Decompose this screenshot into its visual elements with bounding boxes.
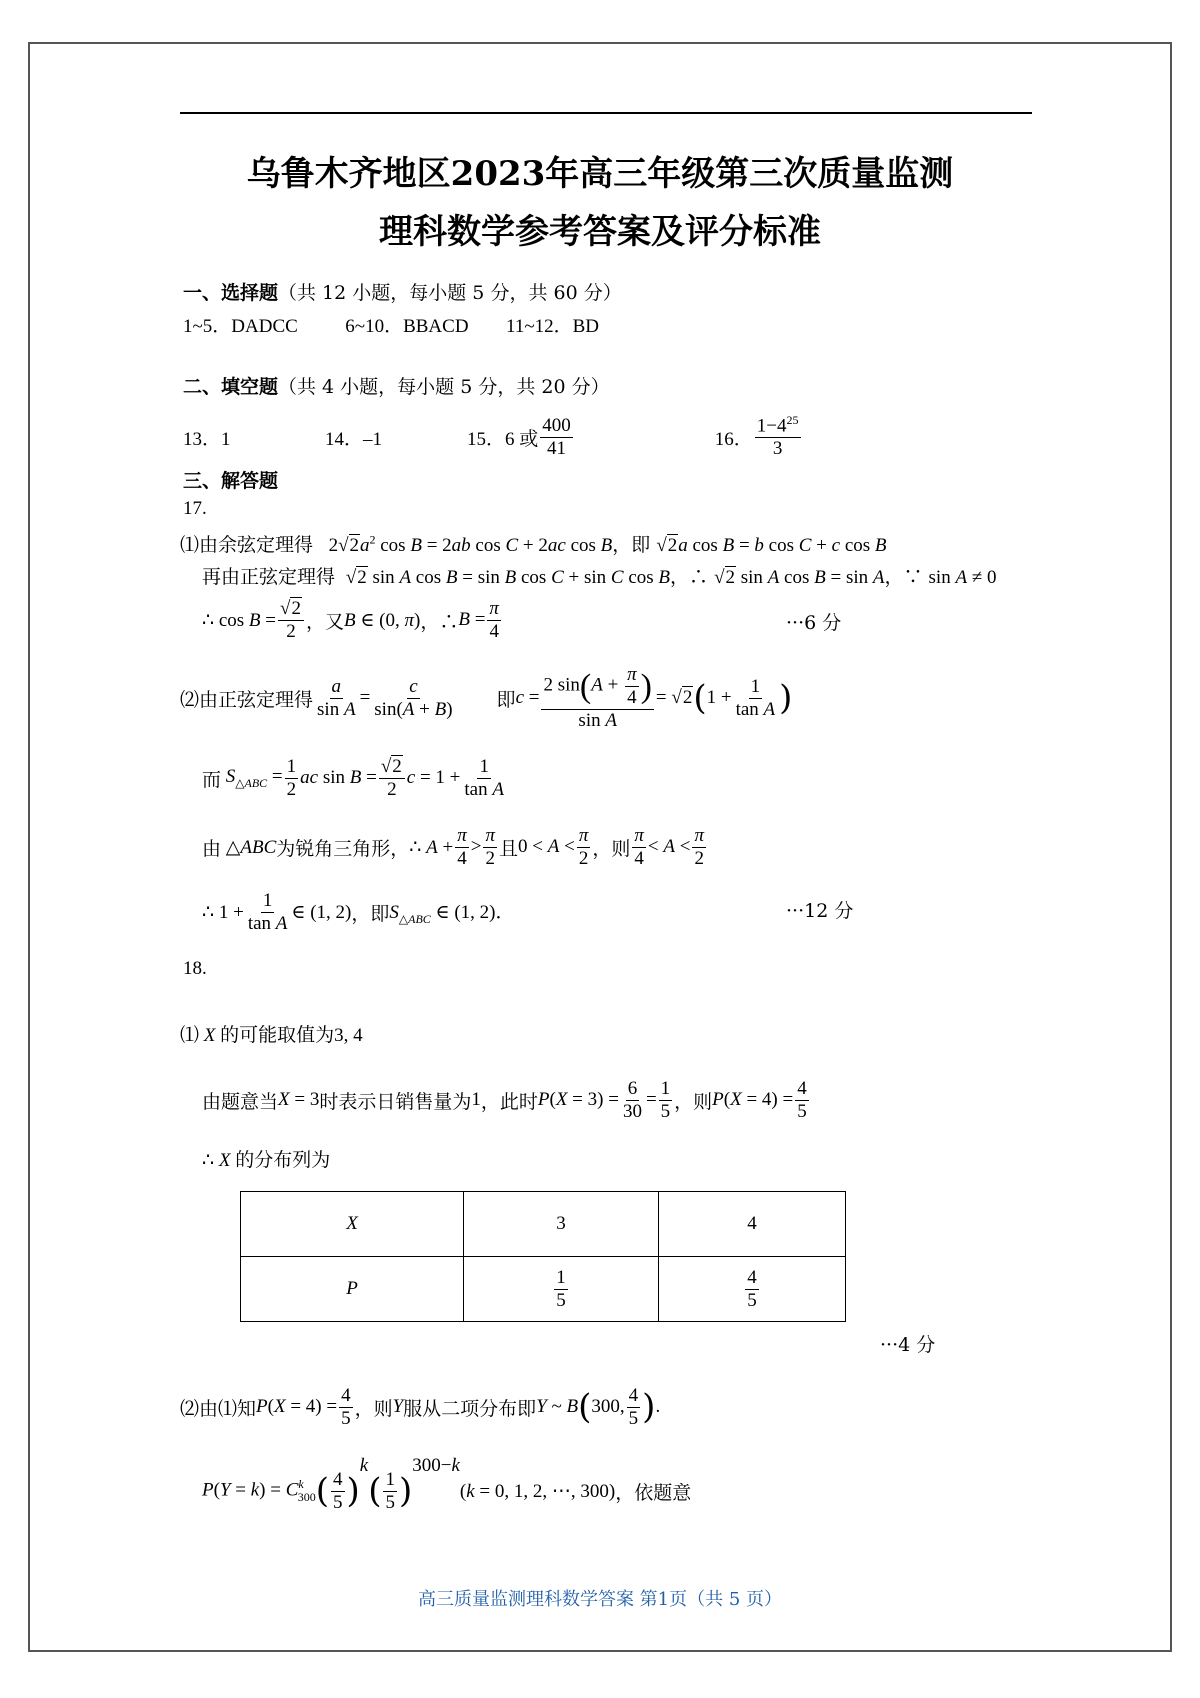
fill-q15: 15．6 或 (467, 428, 539, 450)
q18-number: 18. (183, 958, 207, 979)
page-footer: 高三质量监测理科数学答案 第1页（共 5 页） (417, 1589, 783, 1610)
document-title: 乌鲁木齐地区2023年高三年级第三次质量监测 (246, 154, 954, 194)
section-fill-note: （共 4 小题，每小题 5 分，共 20 分） (278, 376, 610, 398)
q18-part1-line1: ⑴ X 的可能取值为3, 4 (180, 1024, 363, 1046)
q17-score-1: ···6 分 (786, 612, 842, 634)
fill-q16-fraction: $\frac{1-4^{25}}{3}$ (756, 412, 799, 460)
table-row (241, 1257, 846, 1322)
choice-answers-3: 11~12．BD (506, 316, 600, 337)
table-cell: 3 (464, 1192, 659, 1257)
section-fill (183, 372, 610, 399)
q17-score-2: ···12 分 (786, 900, 854, 922)
fill-q15-fraction: $\frac{400}{41}$ (542, 414, 571, 459)
q17-part2-line2: 而 $S_{\triangle ABC}$ = $\frac{1}{2}$ ac sin B = $\frac{√2}{2}$ c = 1 + $\frac{1}{\text{tan A}}$ (202, 755, 504, 800)
fill-q14: 14．–1 (325, 428, 383, 450)
table-cell: 4 (659, 1192, 846, 1257)
section-fill-heading: 二、填空题 (183, 376, 279, 398)
q18-part1-line3: ∴ X 的分布列为 (202, 1149, 331, 1171)
q17-part2-line4: ∴ 1 + $\frac{1}{\text{tan A}}$ ∈ (1, 2) ，即 $S_{\triangle ABC}$ ∈ (1, 2)． (202, 889, 515, 934)
fill-q16: 16． (714, 428, 753, 450)
q17-part2-line1: ⑵由正弦定理得 $\frac{a}{\text{sin A}}$ = $\frac{c}{\sin(A + B)}$ 即 c = 2 sin(A + $\frac{\pi}{4}$ ) sin A = √2 ( 1 + $\frac{1}{\text{tan A}}$ ) (180, 664, 793, 731)
q17-part2-line3: 由 △ABC 为锐角三角形， ∴ A + $\frac{\pi}{4}$ > $\frac{\pi}{2}$ 且 0 < A < $\frac{\pi}{2}$ ，则 $\frac{\pi}{4}$ < A < $\frac{\pi}{2}$ (202, 824, 704, 869)
q17-part1-line3: ∴ cos B = $\frac{√2}{2}$ ，又 B ∈ (0, π) ，∴ B = $\frac{\pi}{4}$ (202, 597, 499, 642)
distribution-table (240, 1191, 846, 1322)
section-choice-note: （共 12 小题，每小题 5 分，共 60 分） (278, 282, 622, 304)
section-answer: 三、解答题 (183, 470, 279, 492)
table-header-p: P (346, 1278, 358, 1299)
q18-part1-line2: 由题意当 X = 3 时表示日销售量为 1 ，此时 P(X = 3) = $\frac{6}{30}$ = $\frac{1}{5}$ ，则 P(X = 4) = $\frac{4}{5}$ (202, 1077, 807, 1122)
document-subtitle: 理科数学参考答案及评分标准 (379, 212, 821, 252)
table-cell: $\frac{4}{5}$ (659, 1257, 846, 1322)
fill-q13: 13．1 (183, 428, 231, 450)
table-row (241, 1192, 846, 1257)
choice-answers (183, 311, 599, 338)
choice-answers-1: 1~5．DADCC (183, 316, 298, 337)
section-choice (183, 278, 622, 305)
q17-part1-line2: 再由正弦定理得 √2 sin A cos B = sin B cos C + sin C cos B，∴ √2 sin A cos B = sin A，∵ sin A ≠ 0 (202, 566, 997, 588)
section-choice-heading: 一、选择题 (183, 282, 279, 304)
q18-part2-line2: $P(Y = k) = C^k_{300}$ ( $\frac{4}{5}$ ) k ( $\frac{1}{5}$ ) 300−k (k = 0, 1, 2, ⋯, 300) ，依题意 (202, 1455, 692, 1513)
q18-score-1: ···4 分 (880, 1334, 936, 1356)
fill-answers (183, 412, 803, 462)
table-header-x: X (346, 1213, 358, 1234)
q17-part1-line1: ⑴由余弦定理得 $2√2a^2$ cos B = 2ab cos C + 2ac cos B，即 √2a cos B = b cos C + c cos B (180, 532, 887, 556)
table-cell: $\frac{1}{5}$ (464, 1257, 659, 1322)
q18-part2-line1: ⑵由⑴知 P(X = 4) = $\frac{4}{5}$ ，则 Y 服从二项分布即 Y ~ B ( 300, $\frac{4}{5}$ ) . (180, 1384, 661, 1429)
choice-answers-2: 6~10．BBACD (345, 316, 469, 337)
header-rule (180, 112, 1032, 114)
q17-number: 17. (183, 498, 207, 519)
